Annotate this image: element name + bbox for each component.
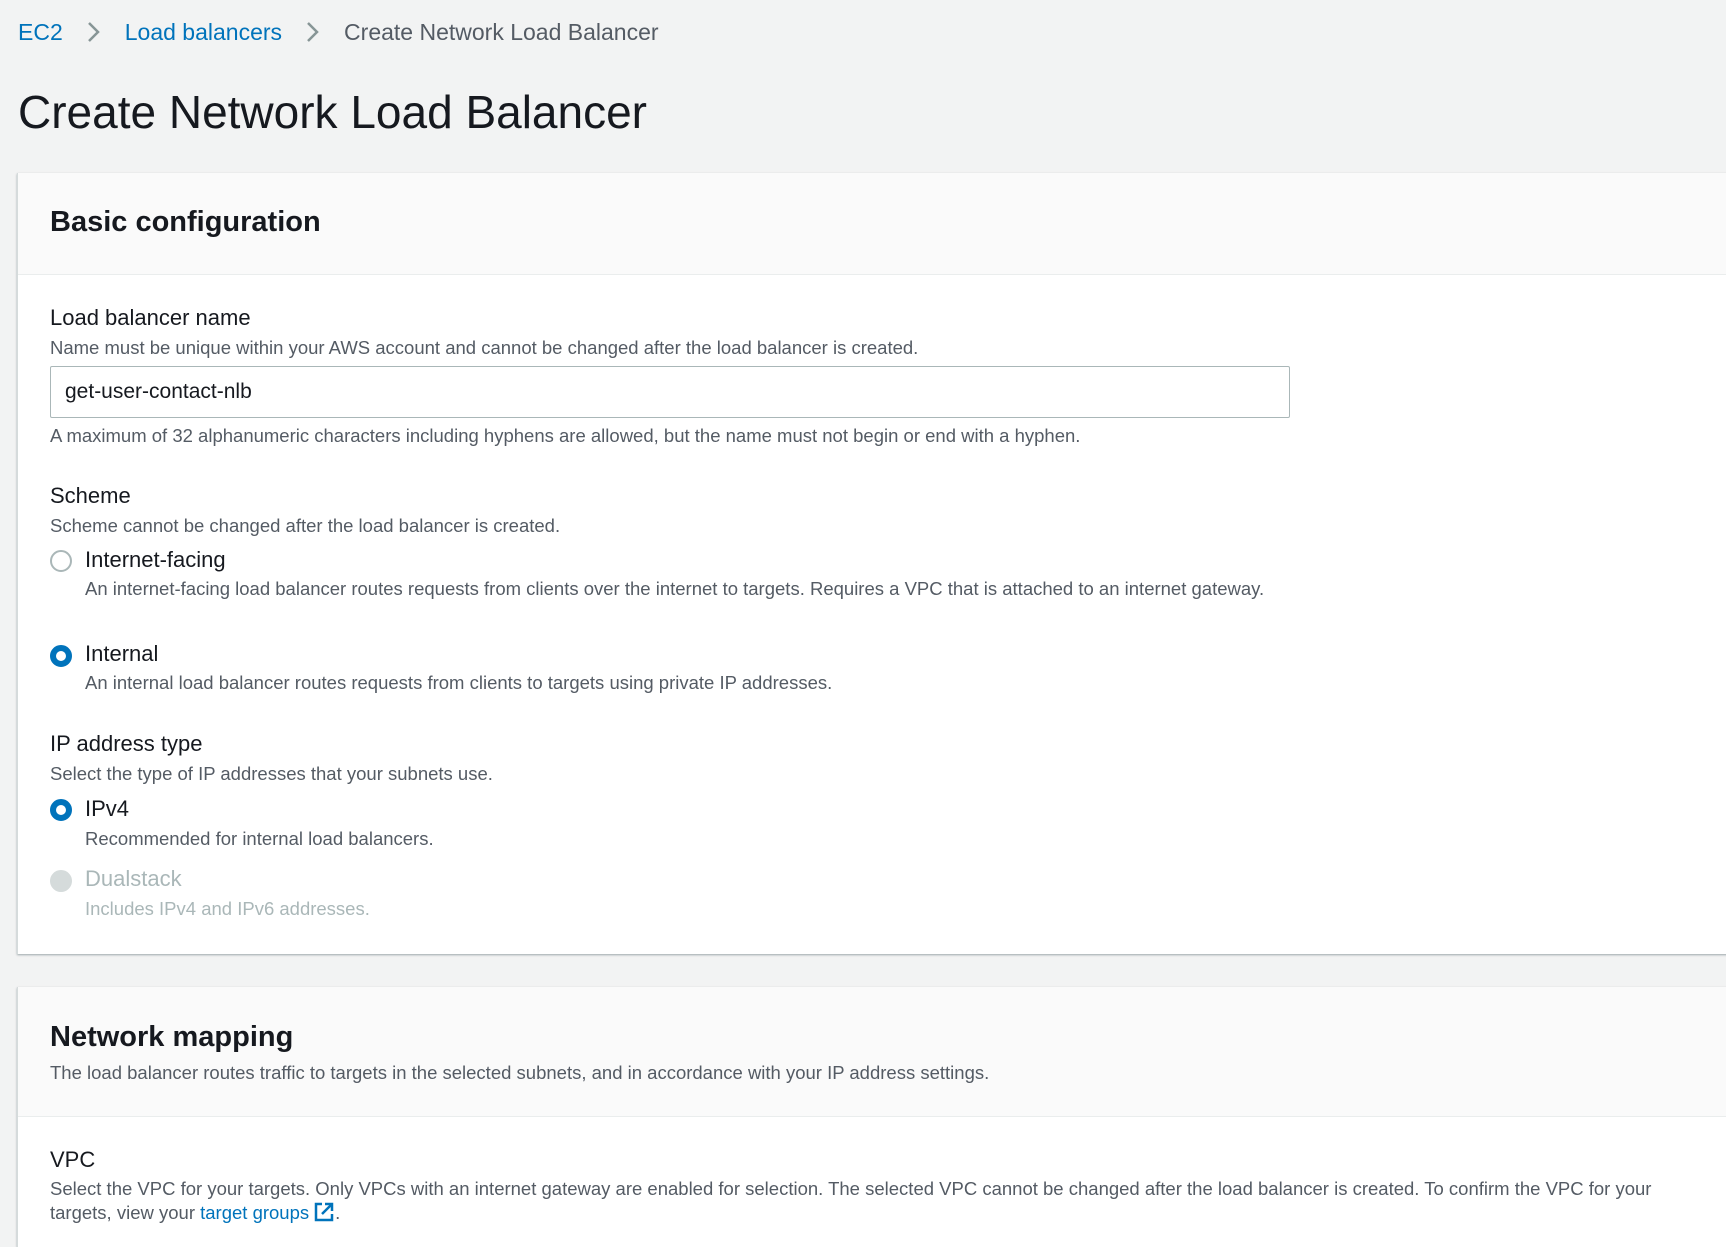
load-balancer-name-label: Load balancer name: [50, 305, 251, 330]
network-mapping-description: The load balancer routes traffic to targets in the selected subnets, and in accordance with your IP address settings.: [50, 1062, 990, 1083]
target-groups-link[interactable]: target groups: [200, 1202, 310, 1223]
basic-configuration-title: Basic configuration: [50, 206, 321, 238]
internal-label[interactable]: Internal: [85, 641, 159, 666]
page-title: Create Network Load Balancer: [18, 86, 647, 138]
dualstack-radio: [50, 870, 72, 892]
network-mapping-header: [18, 987, 1726, 1117]
vpc-description-suffix: .: [335, 1202, 341, 1223]
ip-address-type-label: IP address type: [50, 731, 203, 756]
internal-radio[interactable]: [50, 645, 72, 667]
ipv4-radio[interactable]: [50, 799, 72, 821]
basic-configuration-header: [18, 173, 1726, 275]
load-balancer-name-input[interactable]: [50, 366, 1290, 418]
vpc-label: VPC: [50, 1147, 96, 1172]
load-balancer-name-description: Name must be unique within your AWS account and cannot be changed after the load balancer is created.: [50, 337, 919, 358]
external-link-icon[interactable]: [313, 1201, 335, 1229]
scheme-label: Scheme: [50, 483, 131, 508]
load-balancer-name-constraint: A maximum of 32 alphanumeric characters including hyphens are allowed, but the name must not begin or end with a hyphen.: [50, 425, 1081, 446]
internet-facing-description: An internet-facing load balancer routes requests from clients over the internet to targets. Requires a VPC that is attached to an internet gateway.: [85, 578, 1265, 599]
dualstack-label: Dualstack: [85, 866, 182, 891]
vpc-description: [50, 1177, 1700, 1229]
vpc-description-text: Select the VPC for your targets. Only VPCs with an internet gateway are enabled for selection. The selected VPC cannot be changed after the load balancer is created. To confirm the VPC for your targets, view your: [50, 1178, 1652, 1223]
breadcrumb-ec2-link[interactable]: EC2: [18, 19, 63, 45]
chevron-right-icon: [302, 18, 324, 46]
internet-facing-label[interactable]: Internet-facing: [85, 547, 226, 572]
network-mapping-title: Network mapping: [50, 1021, 294, 1053]
dualstack-description: Includes IPv4 and IPv6 addresses.: [85, 898, 370, 919]
ip-address-type-description: Select the type of IP addresses that your subnets use.: [50, 763, 493, 784]
ipv4-description: Recommended for internal load balancers.: [85, 828, 434, 849]
breadcrumb: [18, 18, 659, 46]
ipv4-label[interactable]: IPv4: [85, 796, 130, 821]
scheme-description: Scheme cannot be changed after the load balancer is created.: [50, 515, 561, 536]
chevron-right-icon: [83, 18, 105, 46]
breadcrumb-current: Create Network Load Balancer: [344, 19, 659, 45]
breadcrumb-load-balancers-link[interactable]: Load balancers: [124, 19, 283, 45]
internet-facing-radio[interactable]: [50, 550, 72, 572]
internal-description: An internal load balancer routes requests from clients to targets using private IP addresses.: [85, 672, 833, 693]
